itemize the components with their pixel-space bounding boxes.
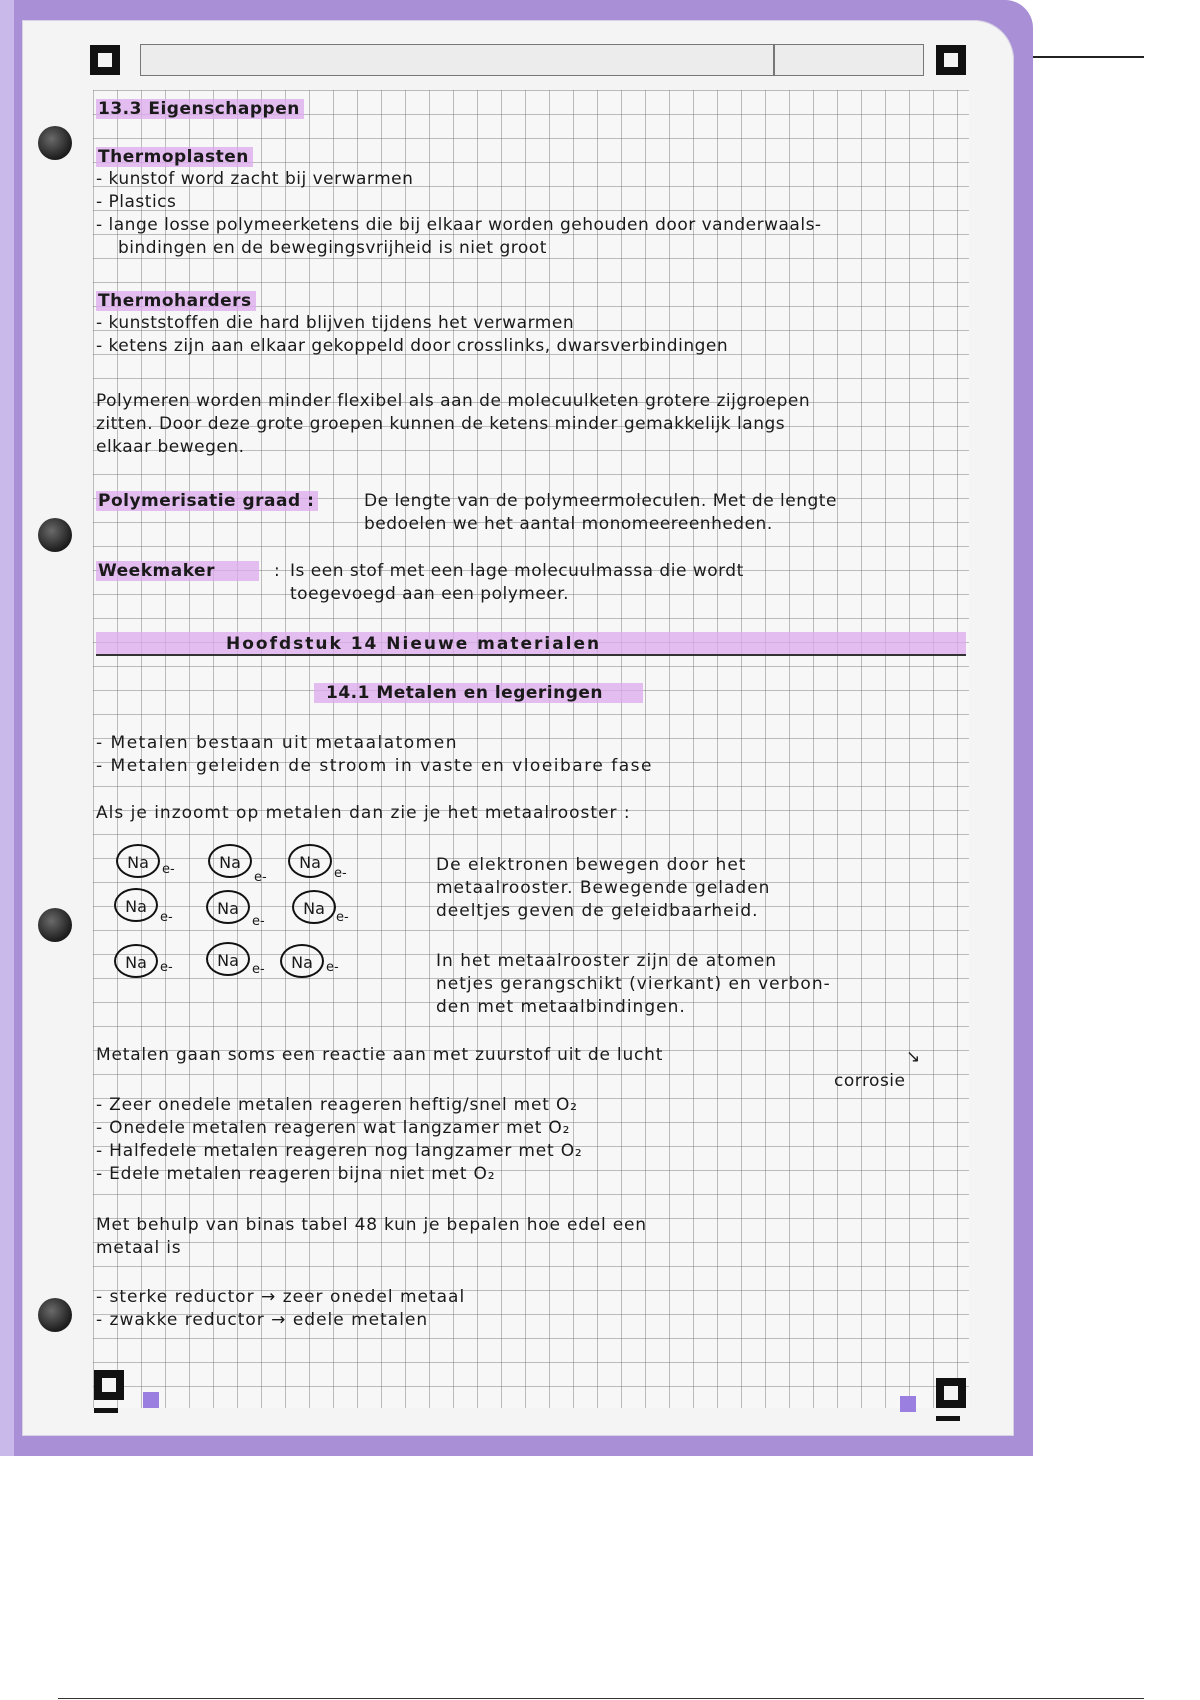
na-atom: Na — [208, 844, 252, 878]
punch-hole-1 — [38, 126, 72, 160]
reductor-item: - sterke reductor → zeer onedel metaal — [96, 1287, 466, 1307]
top-rule-line — [1032, 56, 1144, 58]
binas-paragraph-line: Met behulp van binas tabel 48 kun je bepalen hoe edel een — [96, 1215, 647, 1235]
thermoplasten-item: - Plastics — [96, 192, 177, 212]
bottom-rule-line — [58, 1698, 1144, 1699]
electron: e- — [252, 914, 265, 929]
electron: e- — [160, 910, 173, 925]
dash-mark-bottom-left — [94, 1408, 118, 1413]
section-title-14-1: 14.1 Metalen en legeringen — [314, 682, 643, 704]
reaction-arrow: ↘ — [906, 1047, 921, 1067]
chapter-14-title: Hoofdstuk 14 Nieuwe materialen — [226, 634, 602, 654]
def-weekmaker-cont: toegevoegd aan een polymeer. — [290, 584, 570, 604]
punch-hole-2 — [38, 518, 72, 552]
flex-paragraph-line: elkaar bewegen. — [96, 437, 245, 457]
notes-content — [96, 92, 966, 1352]
punch-hole-4 — [38, 1298, 72, 1332]
heading-thermoharders: Thermoharders — [96, 290, 256, 312]
purple-square-bottom-right — [900, 1396, 916, 1412]
rooster-text-line: den met metaalbindingen. — [436, 997, 686, 1017]
heading-thermoplasten: Thermoplasten — [96, 146, 253, 168]
electron: e- — [336, 910, 349, 925]
reductor-item: - zwakke reductor → edele metalen — [96, 1310, 429, 1330]
thermoplasten-item: - lange losse polymeerketens die bij elkaar worden gehouden door vanderwaals- — [96, 215, 822, 235]
punch-hole-3 — [38, 908, 72, 942]
rooster-text-line: In het metaalrooster zijn de atomen — [436, 951, 778, 971]
flex-paragraph-line: zitten. Door deze grote groepen kunnen de ketens minder gemakkelijk langs — [96, 414, 786, 434]
metalen-bullet: - Metalen geleiden de stroom in vaste en vloeibare fase — [96, 756, 653, 776]
electron: e- — [326, 960, 339, 975]
metalen-bullet: - Metalen bestaan uit metaalatomen — [96, 733, 458, 753]
electron-text-line: De elektronen bewegen door het — [436, 855, 747, 875]
def-polymerisatiegraad: De lengte van de polymeermoleculen. Met de lengte — [364, 491, 837, 511]
rooster-text-line: netjes gerangschikt (vierkant) en verbon- — [436, 974, 831, 994]
na-atom: Na — [114, 888, 158, 922]
binder-edge — [0, 0, 14, 1456]
na-atom: Na — [280, 944, 324, 978]
binas-paragraph-line: metaal is — [96, 1238, 182, 1258]
def-weekmaker: Is een stof met een lage molecuulmassa die wordt — [290, 561, 744, 581]
electron: e- — [162, 862, 175, 877]
electron: e- — [252, 962, 265, 977]
corner-mark-bottom-left — [94, 1370, 124, 1400]
reaction-line: Metalen gaan soms een reactie aan met zuurstof uit de lucht — [96, 1045, 664, 1065]
na-atom: Na — [288, 844, 332, 878]
electron: e- — [160, 960, 173, 975]
weekmaker-separator: : — [274, 561, 281, 581]
na-atom: Na — [116, 844, 160, 878]
reaction-item: - Halfedele metalen reageren nog langzamer met O₂ — [96, 1141, 583, 1161]
thermoharders-item: - kunststoffen die hard blijven tijdens het verwarmen — [96, 313, 575, 333]
electron-text-line: metaalrooster. Bewegende geladen — [436, 878, 771, 898]
def-polymerisatiegraad-cont: bedoelen we het aantal monomeereenheden. — [364, 514, 773, 534]
na-atom: Na — [206, 890, 250, 924]
electron: e- — [334, 866, 347, 881]
page-header-box — [140, 44, 924, 76]
dash-mark-bottom-right — [936, 1416, 960, 1421]
na-atom: Na — [206, 942, 250, 976]
na-atom: Na — [292, 890, 336, 924]
term-weekmaker: Weekmaker — [96, 560, 259, 582]
reaction-item: - Zeer onedele metalen reageren heftig/snel met O₂ — [96, 1095, 578, 1115]
zoom-line: Als je inzoomt op metalen dan zie je het metaalrooster : — [96, 803, 631, 823]
flex-paragraph-line: Polymeren worden minder flexibel als aan de molecuulketen grotere zijgroepen — [96, 391, 811, 411]
term-polymerisatiegraad: Polymerisatie graad : — [96, 490, 318, 512]
corner-mark-bottom-right — [936, 1378, 966, 1408]
corner-mark-top-right — [936, 45, 966, 75]
electron-text-line: deeltjes geven de geleidbaarheid. — [436, 901, 759, 921]
corrosie-label: corrosie — [834, 1071, 906, 1091]
section-title-13-3: 13.3 Eigenschappen — [96, 98, 304, 120]
corner-mark-top-left — [90, 45, 120, 75]
purple-square-bottom-left — [143, 1392, 159, 1408]
reaction-item: - Edele metalen reageren bijna niet met O₂ — [96, 1164, 496, 1184]
na-atom: Na — [114, 944, 158, 978]
reaction-item: - Onedele metalen reageren wat langzamer met O₂ — [96, 1118, 571, 1138]
thermoplasten-item-cont: bindingen en de bewegingsvrijheid is niet groot — [118, 238, 547, 258]
thermoplasten-item: - kunstof word zacht bij verwarmen — [96, 169, 414, 189]
electron: e- — [254, 870, 267, 885]
thermoharders-item: - ketens zijn aan elkaar gekoppeld door crosslinks, dwarsverbindingen — [96, 336, 729, 356]
